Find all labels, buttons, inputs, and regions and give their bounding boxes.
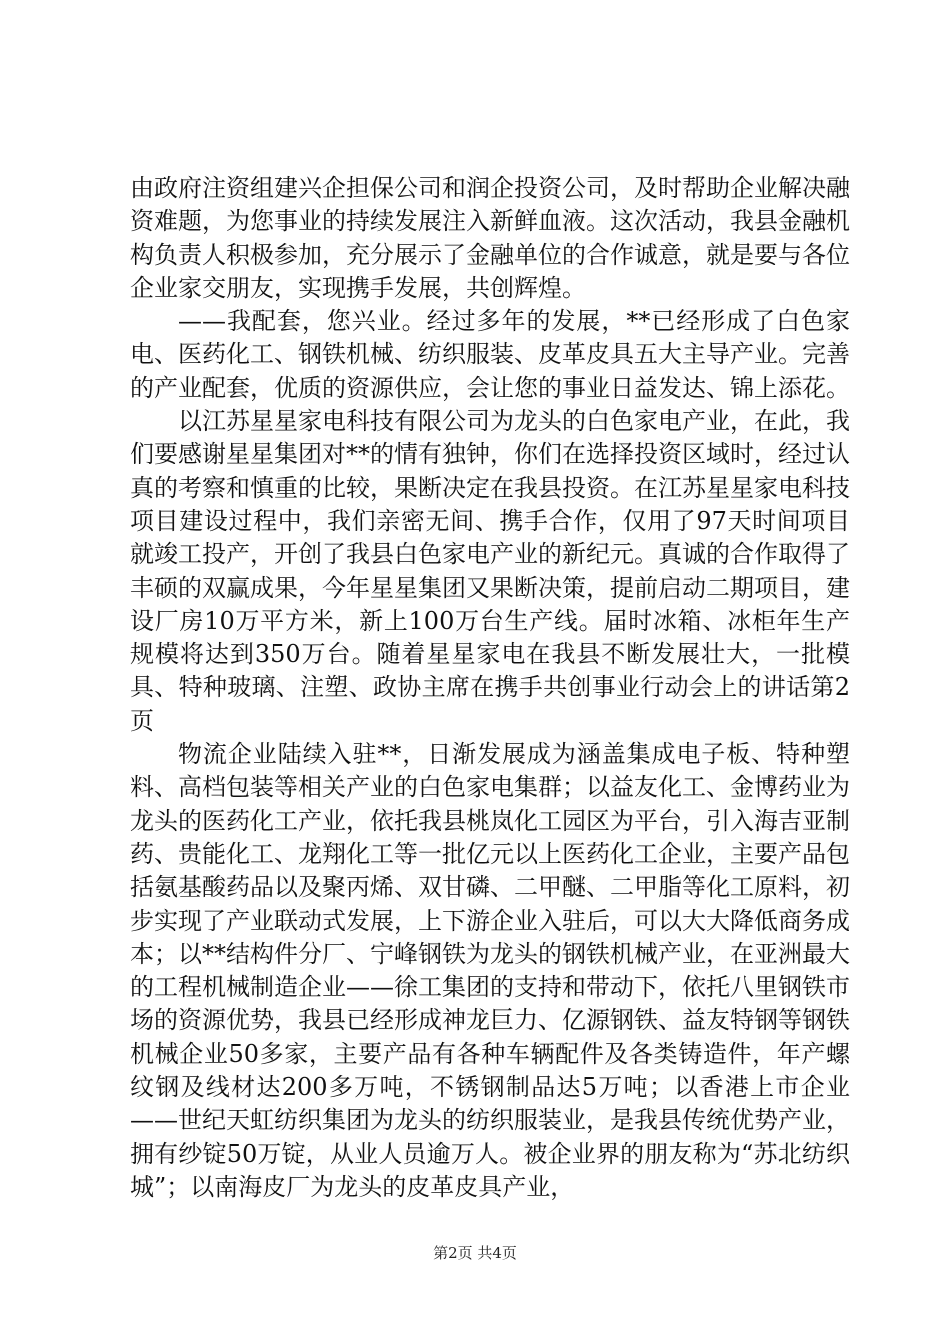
paragraph-3: 以江苏星星家电科技有限公司为龙头的白色家电产业，在此，我们要感谢星星集团对**的情有独钟，你们在选择投资区域时，经过认真的考察和慎重的比较，果断决定在我县投资。在江苏星星家电科技项目建设过程中，我们亲密无间、携手合作，仅用了97天时间项目就竣工投产，开创了我县白色家电产业的新纪元。真诚的合作取得了丰硕的双赢成果，今年星星集团又果断决策，提前启动二期项目，建设厂房10万平方米，新上100万台生产线。届时冰箱、冰柜年生产规模将达到350万台。随着星星家电在我县不断发展壮大，一批模具、特种玻璃、注塑、政协主席在携手共创事业行动会上的讲话第2页	[130, 407, 850, 735]
page-footer: 第2页 共4页	[433, 1244, 517, 1262]
paragraph-2: ——我配套，您兴业。经过多年的发展，**已经形成了白色家电、医药化工、钢铁机械、纺织服装、皮革皮具五大主导产业。完善的产业配套，优质的资源供应，会让您的事业日益发达、锦上添花。	[130, 307, 850, 402]
body-text	[130, 172, 850, 1204]
paragraph-1: 由政府注资组建兴企担保公司和润企投资公司，及时帮助企业解决融资难题，为您事业的持续发展注入新鲜血液。这次活动，我县金融机构负责人积极参加，充分展示了金融单位的合作诚意，就是要与各位企业家交朋友，实现携手发展，共创辉煌。	[130, 174, 850, 302]
paragraph-4: 物流企业陆续入驻**，日渐发展成为涵盖集成电子板、特种塑料、高档包装等相关产业的白色家电集群；以益友化工、金博药业为龙头的医药化工产业，依托我县桃岚化工园区为平台，引入海吉亚制药、贵能化工、龙翔化工等一批亿元以上医药化工企业，主要产品包括氨基酸药品以及聚丙烯、双甘磷、二甲醚、二甲脂等化工原料，初步实现了产业联动式发展，上下游企业入驻后，可以大大降低商务成本；以**结构件分厂、宁峰钢铁为龙头的钢铁机械产业，在亚洲最大的工程机械制造企业——徐工集团的支持和带动下，依托八里钢铁市场的资源优势，我县已经形成神龙巨力、亿源钢铁、益友特钢等钢铁机械企业50多家，主要产品有各种车辆配件及各类铸造件，年产螺纹钢及线材达200多万吨，不锈钢制品达5万吨；以香港上市企业——世纪天虹纺织集团为龙头的纺织服装业，是我县传统优势产业，拥有纱锭50万锭，从业人员逾万人。被企业界的朋友称为“苏北纺织城”；以南海皮厂为龙头的皮革皮具产业，	[130, 740, 850, 1201]
